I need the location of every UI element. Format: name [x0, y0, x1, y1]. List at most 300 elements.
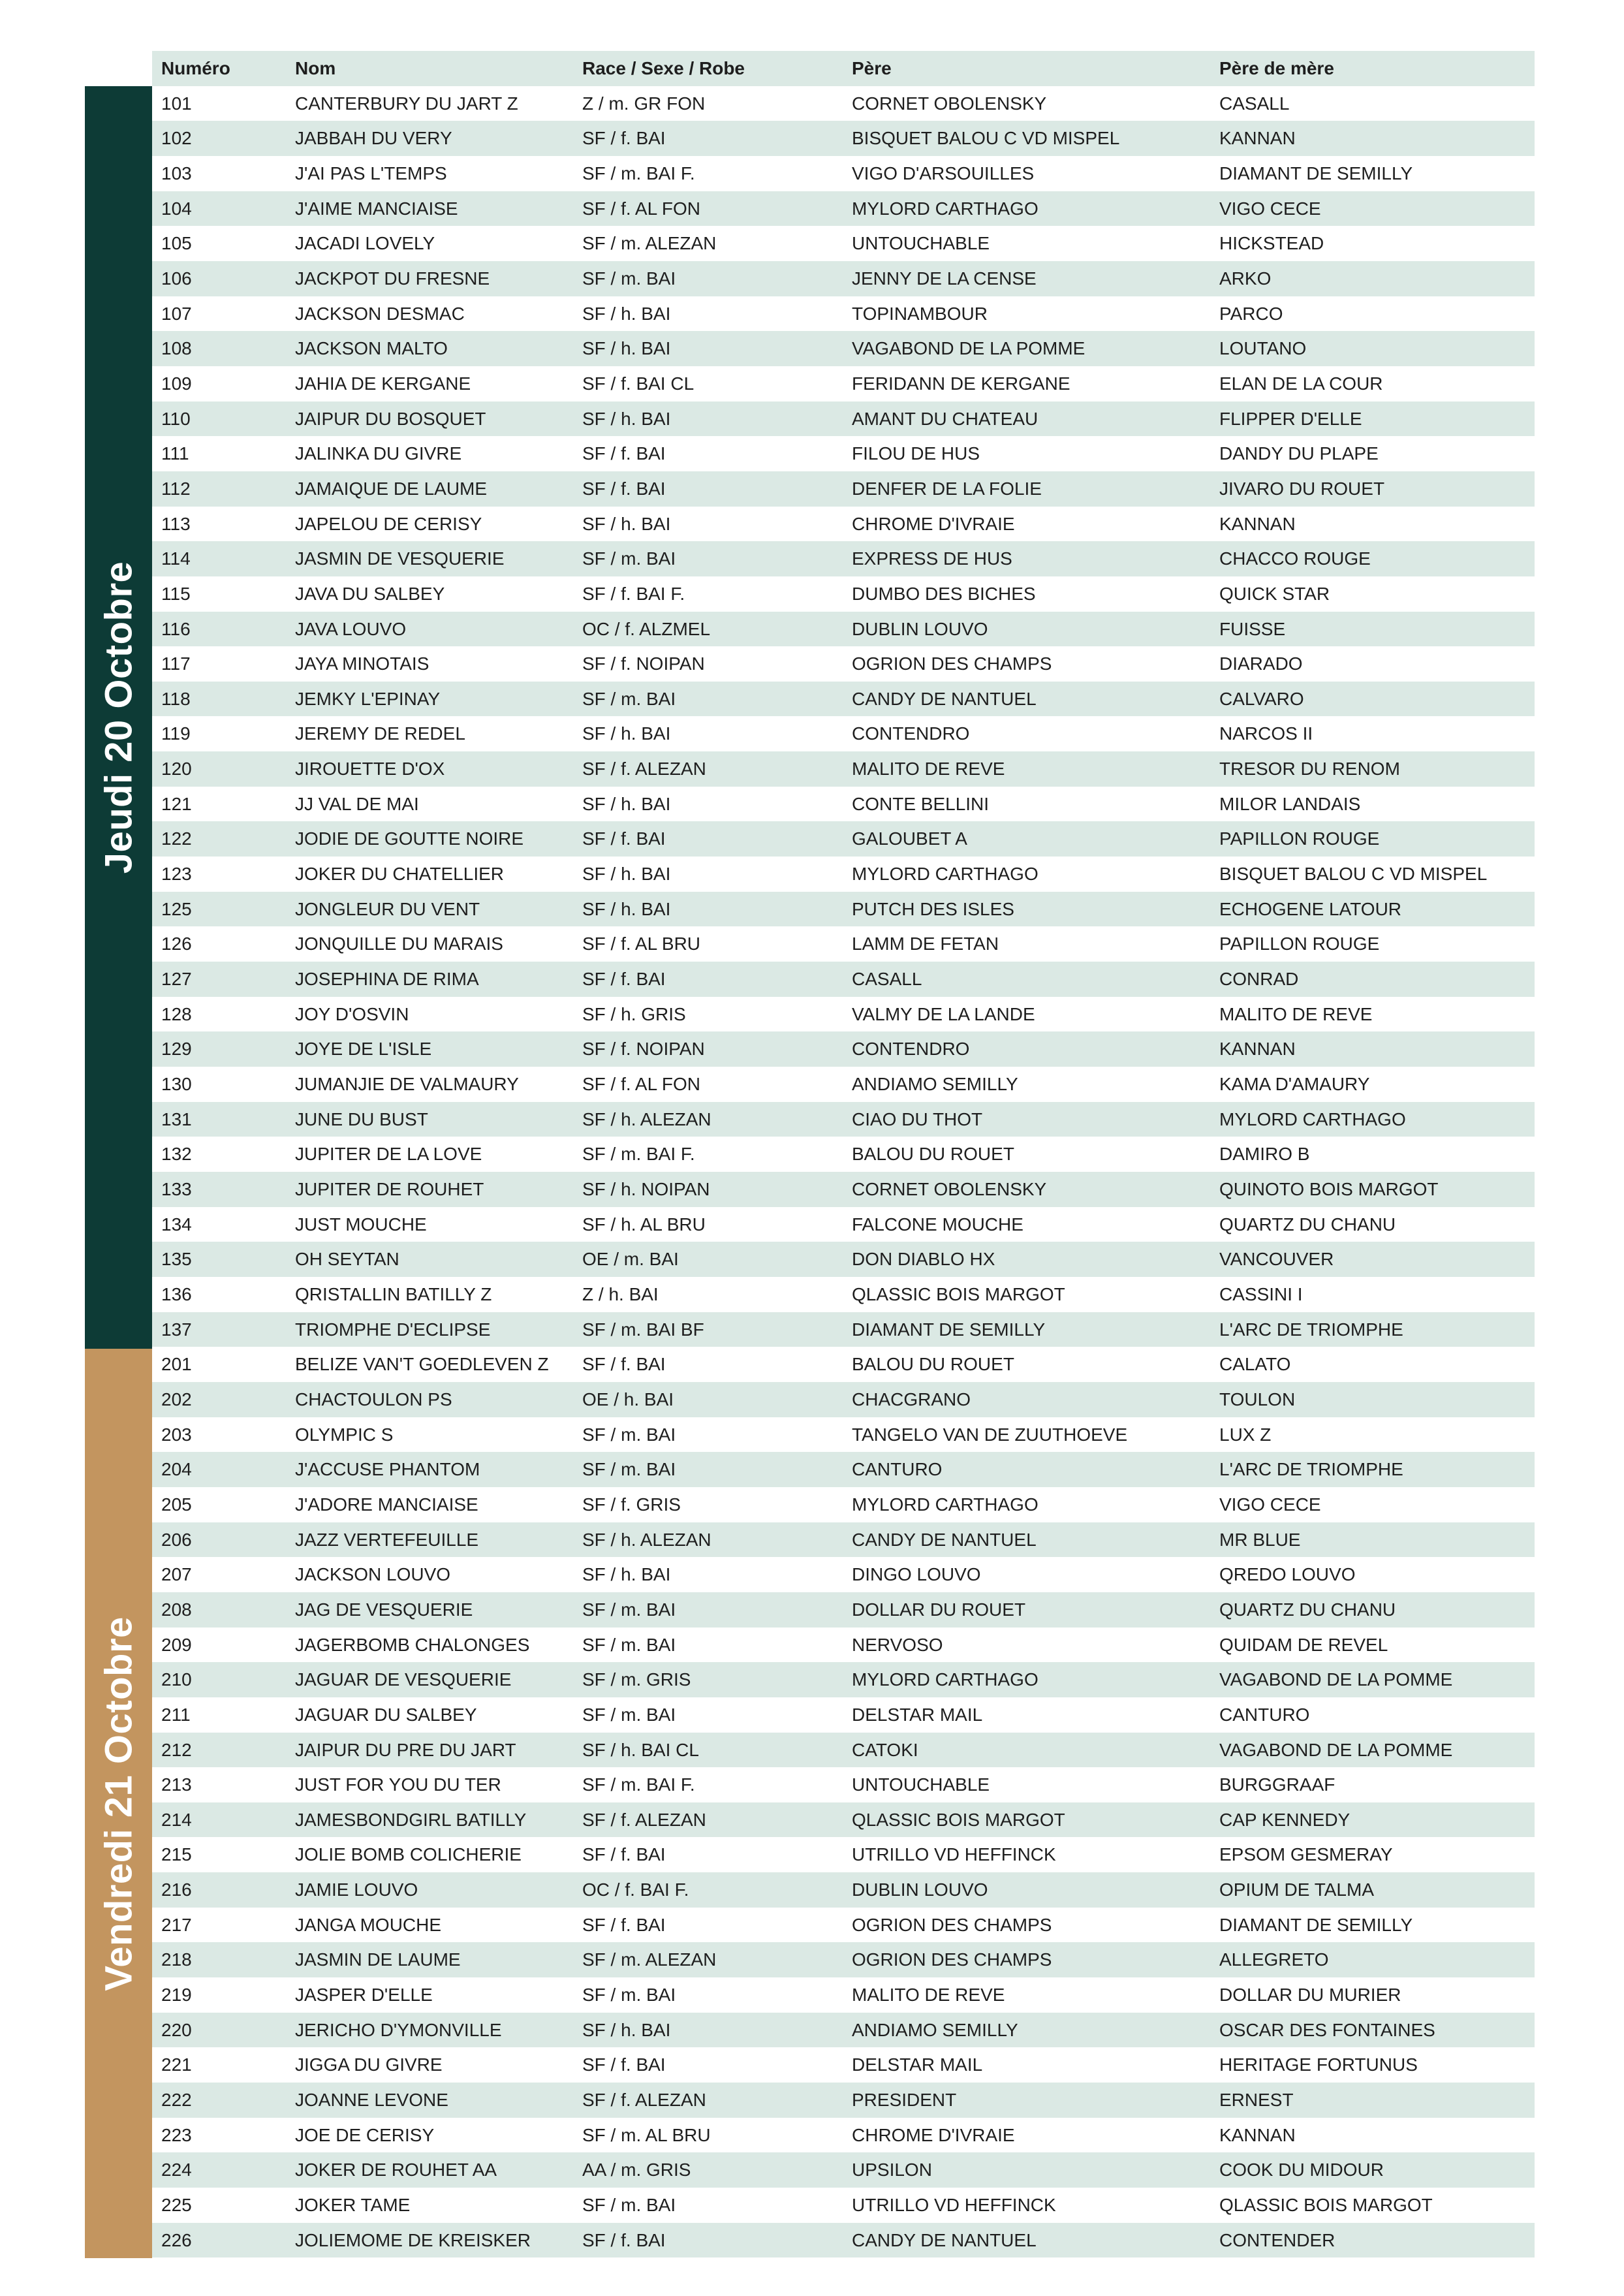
cell-pere: UTRILLO VD HEFFINCK — [852, 2195, 1056, 2216]
cell-race-sexe-robe: SF / h. BAI — [582, 408, 671, 429]
cell-pere-de-mere: NARCOS II — [1219, 723, 1313, 744]
cell-pere-de-mere: VAGABOND DE LA POMME — [1219, 1739, 1453, 1760]
table-row — [152, 962, 1535, 997]
cell-numero: 225 — [161, 2195, 192, 2216]
cell-numero: 219 — [161, 1985, 192, 2005]
cell-race-sexe-robe: SF / f. BAI CL — [582, 373, 695, 394]
cell-pere: ANDIAMO SEMILLY — [852, 2019, 1018, 2040]
cell-race-sexe-robe: SF / h. BAI — [582, 2019, 671, 2040]
cell-race-sexe-robe: SF / f. NOIPAN — [582, 653, 705, 674]
cell-race-sexe-robe: SF / f. AL FON — [582, 1074, 701, 1095]
cell-pere-de-mere: CALVARO — [1219, 688, 1304, 709]
cell-nom: BELIZE VAN'T GOEDLEVEN Z — [295, 1354, 549, 1375]
day-band-vendredi — [85, 1349, 152, 2258]
table-row — [152, 1733, 1535, 1768]
cell-numero: 105 — [161, 233, 192, 254]
cell-pere-de-mere: DIAMANT DE SEMILLY — [1219, 163, 1413, 183]
cell-race-sexe-robe: SF / f. BAI F. — [582, 583, 685, 604]
table-row — [152, 2083, 1535, 2118]
cell-nom: JONQUILLE DU MARAIS — [295, 934, 503, 954]
cell-pere-de-mere: VAGABOND DE LA POMME — [1219, 1669, 1453, 1690]
cell-numero: 213 — [161, 1774, 192, 1795]
cell-nom: JOE DE CERISY — [295, 2124, 435, 2145]
table-row — [152, 787, 1535, 822]
cell-race-sexe-robe: SF / m. BAI BF — [582, 1319, 704, 1340]
cell-pere-de-mere: DOLLAR DU MURIER — [1219, 1985, 1401, 2005]
cell-race-sexe-robe: SF / f. BAI — [582, 478, 666, 499]
cell-pere-de-mere: QUICK STAR — [1219, 583, 1330, 604]
cell-nom: JALINKA DU GIVRE — [295, 443, 462, 464]
cell-pere: JENNY DE LA CENSE — [852, 268, 1037, 289]
table-row — [152, 1242, 1535, 1277]
table-row — [152, 471, 1535, 507]
table-row — [152, 1908, 1535, 1943]
cell-race-sexe-robe: SF / m. BAI — [582, 268, 676, 289]
header-numero: Numéro — [161, 58, 230, 78]
cell-pere-de-mere: QUARTZ DU CHANU — [1219, 1214, 1396, 1234]
cell-pere: PRESIDENT — [852, 2090, 957, 2111]
cell-nom: JAGUAR DE VESQUERIE — [295, 1669, 512, 1690]
cell-pere: ANDIAMO SEMILLY — [852, 1074, 1018, 1095]
cell-pere: MALITO DE REVE — [852, 759, 1005, 779]
cell-numero: 132 — [161, 1144, 192, 1165]
cell-numero: 106 — [161, 268, 192, 289]
cell-pere-de-mere: DANDY DU PLAPE — [1219, 443, 1379, 464]
cell-nom: JIROUETTE D'OX — [295, 759, 445, 779]
cell-numero: 117 — [161, 653, 191, 674]
cell-pere: OGRION DES CHAMPS — [852, 1914, 1052, 1935]
cell-numero: 109 — [161, 373, 192, 394]
table-row — [152, 1172, 1535, 1207]
table-row — [152, 541, 1535, 576]
cell-pere-de-mere: KANNAN — [1219, 513, 1296, 534]
cell-race-sexe-robe: SF / m. BAI F. — [582, 1144, 695, 1165]
cell-pere-de-mere: KANNAN — [1219, 128, 1296, 149]
cell-nom: JAIPUR DU PRE DU JART — [295, 1739, 516, 1760]
cell-race-sexe-robe: SF / f. BAI — [582, 443, 666, 464]
cell-pere-de-mere: MYLORD CARTHAGO — [1219, 1109, 1406, 1129]
cell-nom: JABBAH DU VERY — [295, 128, 452, 149]
cell-pere-de-mere: KANNAN — [1219, 1039, 1296, 1060]
cell-nom: JOKER DE ROUHET AA — [295, 2160, 497, 2180]
table-row — [152, 1697, 1535, 1733]
cell-numero: 217 — [161, 1914, 192, 1935]
cell-nom: JUPITER DE LA LOVE — [295, 1144, 482, 1165]
cell-race-sexe-robe: SF / h. AL BRU — [582, 1214, 706, 1234]
cell-pere: CHROME D'IVRAIE — [852, 513, 1015, 534]
cell-pere-de-mere: MR BLUE — [1219, 1529, 1301, 1550]
table-row — [152, 2013, 1535, 2048]
cell-race-sexe-robe: SF / m. BAI — [582, 1459, 676, 1480]
table-row — [152, 997, 1535, 1032]
cell-pere: UNTOUCHABLE — [852, 1774, 990, 1795]
cell-numero: 203 — [161, 1424, 192, 1445]
cell-nom: JAHIA DE KERGANE — [295, 373, 471, 394]
cell-nom: JJ VAL DE MAI — [295, 793, 419, 814]
table-body — [152, 86, 1535, 2258]
cell-race-sexe-robe: Z / m. GR FON — [582, 93, 706, 114]
table-row — [152, 926, 1535, 962]
cell-pere-de-mere: LOUTANO — [1219, 338, 1307, 359]
cell-pere: CANTURO — [852, 1459, 943, 1480]
cell-numero: 224 — [161, 2160, 192, 2180]
cell-numero: 136 — [161, 1283, 192, 1304]
cell-numero: 215 — [161, 1844, 192, 1865]
cell-race-sexe-robe: SF / m. BAI — [582, 1704, 676, 1725]
table-row — [152, 121, 1535, 156]
cell-race-sexe-robe: SF / f. BAI — [582, 1844, 666, 1865]
cell-numero: 128 — [161, 1003, 192, 1024]
cell-pere: CORNET OBOLENSKY — [852, 1179, 1047, 1199]
cell-race-sexe-robe: SF / f. BAI — [582, 828, 666, 849]
cell-pere-de-mere: ELAN DE LA COUR — [1219, 373, 1383, 394]
cell-pere: DELSTAR MAIL — [852, 1704, 983, 1725]
cell-nom: OH SEYTAN — [295, 1249, 399, 1270]
cell-pere: CONTENDRO — [852, 1039, 970, 1060]
cell-numero: 108 — [161, 338, 192, 359]
cell-race-sexe-robe: SF / h. BAI — [582, 513, 671, 534]
cell-numero: 208 — [161, 1599, 192, 1620]
cell-numero: 121 — [161, 793, 192, 814]
table-row — [152, 1767, 1535, 1802]
table-row — [152, 2118, 1535, 2153]
table-row — [152, 226, 1535, 261]
cell-nom: J'ACCUSE PHANTOM — [295, 1459, 480, 1480]
cell-pere-de-mere: HERITAGE FORTUNUS — [1219, 2054, 1418, 2075]
cell-pere-de-mere: VANCOUVER — [1219, 1249, 1334, 1270]
cell-nom: JOLIEMOME DE KREISKER — [295, 2229, 531, 2250]
cell-pere: CIAO DU THOT — [852, 1109, 983, 1129]
header-pere-de-mere: Père de mère — [1219, 58, 1334, 78]
cell-race-sexe-robe: SF / f. BAI — [582, 2054, 666, 2075]
table-row — [152, 366, 1535, 401]
cell-numero: 211 — [161, 1704, 191, 1725]
table-row — [152, 1452, 1535, 1487]
table-row — [152, 646, 1535, 682]
table-row — [152, 191, 1535, 227]
table-row — [152, 331, 1535, 366]
cell-pere-de-mere: QUARTZ DU CHANU — [1219, 1599, 1396, 1620]
table-row — [152, 1522, 1535, 1558]
cell-nom: JOLIE BOMB COLICHERIE — [295, 1844, 522, 1865]
cell-pere-de-mere: COOK DU MIDOUR — [1219, 2160, 1384, 2180]
cell-nom: J'AIME MANCIAISE — [295, 198, 458, 219]
cell-numero: 104 — [161, 198, 192, 219]
cell-race-sexe-robe: OE / m. BAI — [582, 1249, 679, 1270]
cell-numero: 123 — [161, 864, 192, 885]
cell-pere-de-mere: L'ARC DE TRIOMPHE — [1219, 1459, 1403, 1480]
table-row — [152, 1662, 1535, 1697]
cell-pere: VALMY DE LA LANDE — [852, 1003, 1035, 1024]
cell-pere-de-mere: DIAMANT DE SEMILLY — [1219, 1914, 1413, 1935]
cell-race-sexe-robe: SF / h. BAI — [582, 1564, 671, 1585]
cell-numero: 129 — [161, 1039, 192, 1060]
cell-numero: 120 — [161, 759, 192, 779]
cell-pere: CANDY DE NANTUEL — [852, 2229, 1037, 2250]
cell-nom: JAIPUR DU BOSQUET — [295, 408, 486, 429]
cell-numero: 221 — [161, 2054, 192, 2075]
cell-race-sexe-robe: SF / h. ALEZAN — [582, 1529, 711, 1550]
cell-pere-de-mere: CONTENDER — [1219, 2229, 1335, 2250]
cell-pere: BALOU DU ROUET — [852, 1354, 1014, 1375]
cell-nom: JOSEPHINA DE RIMA — [295, 969, 479, 990]
cell-pere: BALOU DU ROUET — [852, 1144, 1014, 1165]
cell-pere-de-mere: FLIPPER D'ELLE — [1219, 408, 1362, 429]
cell-numero: 114 — [161, 548, 191, 569]
cell-numero: 223 — [161, 2124, 192, 2145]
cell-race-sexe-robe: SF / m. BAI F. — [582, 163, 695, 183]
cell-race-sexe-robe: SF / m. ALEZAN — [582, 1949, 717, 1970]
cell-pere-de-mere: QUINOTO BOIS MARGOT — [1219, 1179, 1439, 1199]
cell-numero: 115 — [161, 583, 191, 604]
cell-pere: DUBLIN LOUVO — [852, 1879, 988, 1900]
cell-nom: J'ADORE MANCIAISE — [295, 1494, 478, 1515]
table-row — [152, 2188, 1535, 2223]
cell-race-sexe-robe: SF / f. BAI — [582, 2229, 666, 2250]
cell-pere-de-mere: PARCO — [1219, 303, 1283, 324]
cell-numero: 112 — [161, 478, 191, 499]
cell-nom: JEMKY L'EPINAY — [295, 688, 441, 709]
cell-pere-de-mere: HICKSTEAD — [1219, 233, 1324, 254]
table-row — [152, 1312, 1535, 1347]
table-row — [152, 751, 1535, 787]
cell-race-sexe-robe: SF / f. AL FON — [582, 198, 701, 219]
cell-race-sexe-robe: SF / h. ALEZAN — [582, 1109, 711, 1129]
cell-numero: 201 — [161, 1354, 192, 1375]
cell-race-sexe-robe: SF / m. ALEZAN — [582, 233, 717, 254]
cell-pere-de-mere: MALITO DE REVE — [1219, 1003, 1373, 1024]
cell-nom: JASMIN DE VESQUERIE — [295, 548, 505, 569]
cell-race-sexe-robe: SF / f. BAI — [582, 1354, 666, 1375]
cell-numero: 210 — [161, 1669, 192, 1690]
cell-pere-de-mere: TRESOR DU RENOM — [1219, 759, 1400, 779]
cell-numero: 118 — [161, 688, 191, 709]
table-row — [152, 1557, 1535, 1592]
cell-numero: 116 — [161, 618, 191, 639]
cell-pere-de-mere: OPIUM DE TALMA — [1219, 1879, 1375, 1900]
cell-race-sexe-robe: SF / h. BAI — [582, 793, 671, 814]
cell-race-sexe-robe: SF / h. NOIPAN — [582, 1179, 710, 1199]
cell-nom: CHACTOULON PS — [295, 1389, 452, 1409]
cell-race-sexe-robe: SF / m. BAI — [582, 1985, 676, 2005]
day-label-jeudi: Jeudi 20 Octobre — [97, 561, 140, 874]
cell-numero: 111 — [161, 443, 189, 464]
cell-pere-de-mere: PAPILLON ROUGE — [1219, 934, 1380, 954]
cell-pere-de-mere: QUIDAM DE REVEL — [1219, 1634, 1388, 1655]
cell-nom: JEREMY DE REDEL — [295, 723, 465, 744]
cell-nom: JUPITER DE ROUHET — [295, 1179, 484, 1199]
cell-pere-de-mere: VIGO CECE — [1219, 1494, 1321, 1515]
cell-pere: FERIDANN DE KERGANE — [852, 373, 1070, 394]
cell-nom: JACKPOT DU FRESNE — [295, 268, 490, 289]
cell-race-sexe-robe: SF / m. BAI — [582, 1599, 676, 1620]
cell-pere-de-mere: KANNAN — [1219, 2124, 1296, 2145]
cell-nom: JACADI LOVELY — [295, 233, 435, 254]
cell-nom: JAVA DU SALBEY — [295, 583, 445, 604]
cell-pere: UNTOUCHABLE — [852, 233, 990, 254]
table-row — [152, 1347, 1535, 1382]
cell-nom: JAMIE LOUVO — [295, 1879, 418, 1900]
cell-numero: 119 — [161, 723, 191, 744]
cell-race-sexe-robe: SF / f. ALEZAN — [582, 1809, 706, 1830]
cell-nom: JACKSON MALTO — [295, 338, 448, 359]
cell-pere: DOLLAR DU ROUET — [852, 1599, 1026, 1620]
table-row — [152, 86, 1535, 121]
cell-nom: JASPER D'ELLE — [295, 1985, 433, 2005]
table-row — [152, 2152, 1535, 2188]
cell-pere: MYLORD CARTHAGO — [852, 864, 1038, 885]
cell-numero: 102 — [161, 128, 192, 149]
table-row — [152, 1382, 1535, 1417]
table-row — [152, 1137, 1535, 1172]
cell-numero: 218 — [161, 1949, 192, 1970]
cell-nom: JUST MOUCHE — [295, 1214, 427, 1234]
cell-pere-de-mere: PAPILLON ROUGE — [1219, 828, 1380, 849]
table-row — [152, 156, 1535, 191]
cell-pere-de-mere: CALATO — [1219, 1354, 1291, 1375]
table-row — [152, 682, 1535, 717]
table-row — [152, 1102, 1535, 1137]
cell-pere: CORNET OBOLENSKY — [852, 93, 1047, 114]
header-pere: Père — [852, 58, 892, 78]
cell-pere: CHROME D'IVRAIE — [852, 2124, 1015, 2145]
cell-pere-de-mere: CHACCO ROUGE — [1219, 548, 1371, 569]
table-row — [152, 1207, 1535, 1242]
cell-pere-de-mere: KAMA D'AMAURY — [1219, 1074, 1370, 1095]
cell-nom: JAGERBOMB CHALONGES — [295, 1634, 530, 1655]
cell-pere: CONTE BELLINI — [852, 793, 990, 814]
cell-numero: 137 — [161, 1319, 192, 1340]
cell-race-sexe-robe: SF / m. BAI — [582, 548, 676, 569]
cell-race-sexe-robe: Z / h. BAI — [582, 1283, 659, 1304]
cell-pere-de-mere: ALLEGRETO — [1219, 1949, 1329, 1970]
cell-pere: QLASSIC BOIS MARGOT — [852, 1809, 1065, 1830]
table-row — [152, 857, 1535, 892]
cell-pere: DUMBO DES BICHES — [852, 583, 1036, 604]
cell-pere-de-mere: QLASSIC BOIS MARGOT — [1219, 2195, 1433, 2216]
table-row — [152, 1067, 1535, 1102]
cell-numero: 206 — [161, 1529, 192, 1550]
cell-nom: QRISTALLIN BATILLY Z — [295, 1283, 492, 1304]
cell-race-sexe-robe: SF / m. AL BRU — [582, 2124, 711, 2145]
table-row — [152, 1628, 1535, 1663]
cell-race-sexe-robe: SF / f. NOIPAN — [582, 1039, 705, 1060]
cell-pere-de-mere: ECHOGENE LATOUR — [1219, 898, 1402, 919]
cell-numero: 220 — [161, 2019, 192, 2040]
cell-pere-de-mere: ERNEST — [1219, 2090, 1294, 2111]
cell-numero: 101 — [161, 93, 192, 114]
cell-pere: DIAMANT DE SEMILLY — [852, 1319, 1046, 1340]
cell-nom: JAPELOU DE CERISY — [295, 513, 482, 534]
cell-pere: MYLORD CARTHAGO — [852, 198, 1038, 219]
cell-pere: TANGELO VAN DE ZUUTHOEVE — [852, 1424, 1128, 1445]
table-row — [152, 1837, 1535, 1872]
cell-pere-de-mere: QREDO LOUVO — [1219, 1564, 1356, 1585]
table-row — [152, 1277, 1535, 1312]
cell-nom: CANTERBURY DU JART Z — [295, 93, 518, 114]
cell-race-sexe-robe: SF / m. GRIS — [582, 1669, 691, 1690]
cell-pere: EXPRESS DE HUS — [852, 548, 1012, 569]
cell-pere: FILOU DE HUS — [852, 443, 980, 464]
cell-pere: UPSILON — [852, 2160, 932, 2180]
table-row — [152, 436, 1535, 471]
cell-nom: JACKSON LOUVO — [295, 1564, 451, 1585]
cell-race-sexe-robe: OC / f. BAI F. — [582, 1879, 689, 1900]
cell-numero: 127 — [161, 969, 192, 990]
cell-nom: J'AI PAS L'TEMPS — [295, 163, 447, 183]
cell-nom: JOANNE LEVONE — [295, 2090, 448, 2111]
cell-numero: 207 — [161, 1564, 192, 1585]
cell-nom: JUMANJIE DE VALMAURY — [295, 1074, 519, 1095]
cell-nom: JACKSON DESMAC — [295, 303, 465, 324]
cell-pere-de-mere: CASALL — [1219, 93, 1290, 114]
day-band-jeudi — [85, 86, 152, 1349]
cell-numero: 125 — [161, 898, 192, 919]
cell-race-sexe-robe: SF / f. BAI — [582, 128, 666, 149]
table-row — [152, 2047, 1535, 2083]
cell-pere: DELSTAR MAIL — [852, 2054, 983, 2075]
table-row — [152, 1031, 1535, 1067]
cell-pere: NERVOSO — [852, 1634, 943, 1655]
cell-pere-de-mere: CONRAD — [1219, 969, 1299, 990]
cell-numero: 205 — [161, 1494, 192, 1515]
table-row — [152, 261, 1535, 296]
cell-pere: CATOKI — [852, 1739, 918, 1760]
cell-race-sexe-robe: SF / m. BAI — [582, 1634, 676, 1655]
cell-numero: 133 — [161, 1179, 192, 1199]
cell-pere-de-mere: LUX Z — [1219, 1424, 1272, 1445]
cell-pere-de-mere: DAMIRO B — [1219, 1144, 1310, 1165]
cell-nom: JERICHO D'YMONVILLE — [295, 2019, 502, 2040]
cell-pere: MALITO DE REVE — [852, 1985, 1005, 2005]
cell-pere: PUTCH DES ISLES — [852, 898, 1014, 919]
cell-pere-de-mere: CASSINI I — [1219, 1283, 1303, 1304]
cell-pere: AMANT DU CHATEAU — [852, 408, 1038, 429]
cell-pere-de-mere: EPSOM GESMERAY — [1219, 1844, 1393, 1865]
cell-nom: JOY D'OSVIN — [295, 1003, 409, 1024]
cell-nom: JANGA MOUCHE — [295, 1914, 442, 1935]
cell-pere: VAGABOND DE LA POMME — [852, 338, 1085, 359]
cell-pere: BISQUET BALOU C VD MISPEL — [852, 128, 1120, 149]
cell-race-sexe-robe: SF / f. GRIS — [582, 1494, 681, 1515]
cell-race-sexe-robe: SF / m. BAI — [582, 688, 676, 709]
cell-pere: MYLORD CARTHAGO — [852, 1494, 1038, 1515]
cell-pere: OGRION DES CHAMPS — [852, 1949, 1052, 1970]
cell-numero: 204 — [161, 1459, 192, 1480]
cell-pere-de-mere: DIARADO — [1219, 653, 1303, 674]
cell-pere-de-mere: MILOR LANDAIS — [1219, 793, 1361, 814]
cell-nom: JAVA LOUVO — [295, 618, 407, 639]
table-row — [152, 296, 1535, 332]
cell-numero: 107 — [161, 303, 192, 324]
cell-nom: JUNE DU BUST — [295, 1109, 428, 1129]
cell-pere: CASALL — [852, 969, 922, 990]
cell-nom: JAG DE VESQUERIE — [295, 1599, 473, 1620]
cell-nom: JAMESBONDGIRL BATILLY — [295, 1809, 527, 1830]
cell-pere: DENFER DE LA FOLIE — [852, 478, 1042, 499]
cell-numero: 110 — [161, 408, 191, 429]
cell-race-sexe-robe: SF / f. ALEZAN — [582, 2090, 706, 2111]
cell-pere: CANDY DE NANTUEL — [852, 688, 1037, 709]
cell-race-sexe-robe: SF / h. BAI — [582, 864, 671, 885]
cell-nom: JOKER DU CHATELLIER — [295, 864, 504, 885]
cell-numero: 212 — [161, 1739, 192, 1760]
cell-race-sexe-robe: OE / h. BAI — [582, 1389, 674, 1409]
cell-nom: JIGGA DU GIVRE — [295, 2054, 443, 2075]
cell-nom: JUST FOR YOU DU TER — [295, 1774, 501, 1795]
cell-race-sexe-robe: SF / h. GRIS — [582, 1003, 686, 1024]
cell-race-sexe-robe: SF / h. BAI — [582, 723, 671, 744]
